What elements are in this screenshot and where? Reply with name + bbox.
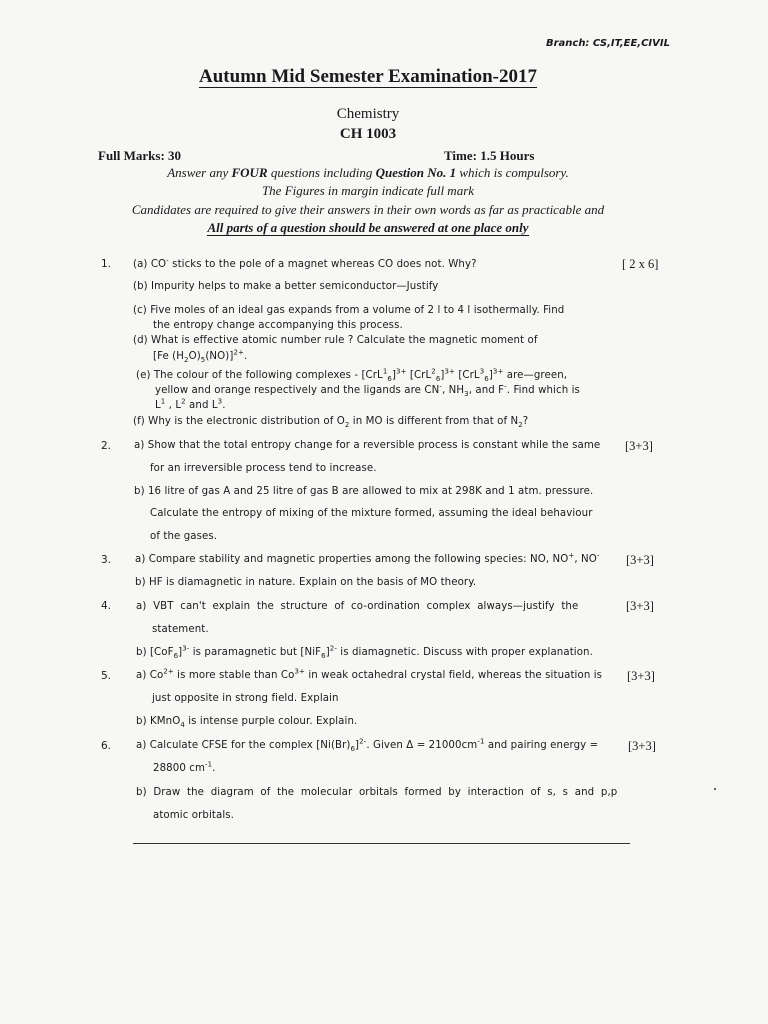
question-6-number: 6.: [101, 740, 112, 752]
exam-time: Time: 1.5 Hours: [444, 148, 535, 163]
question-3-marks: [3+3]: [626, 553, 654, 567]
instruction-line-4: All parts of a question should be answered at one place only: [207, 220, 529, 235]
q6-part-a-line-1: a) Calculate CFSE for the complex $[Ni(Br)_6]^{2-}$. Given $\Delta = 21000cm^{-1}$ and pairing energy =: [136, 737, 599, 754]
q2-part-b-line-1: b) 16 litre of gas A and 25 litre of gas B are allowed to mix at 298K and 1 atm. pressure.: [134, 486, 594, 497]
question-1-marks: [ 2 x 6]: [622, 257, 659, 271]
q2-part-b-line-3: of the gases.: [150, 531, 218, 542]
q5-part-a-line-2: just opposite in strong field. Explain: [152, 693, 339, 704]
instruction-line-3: Candidates are required to give their answers in their own words as far as practicable and: [131, 202, 605, 217]
question-2-marks: [3+3]: [625, 439, 653, 453]
q4-part-a-line-2: statement.: [152, 624, 209, 635]
q2-part-b-line-2: Calculate the entropy of mixing of the mixture formed, assuming the ideal behaviour: [150, 508, 593, 519]
question-4-marks: [3+3]: [626, 599, 654, 613]
instruction-line-1: Answer any FOUR questions including Question No. 1 which is compulsory.: [167, 165, 569, 180]
q6-part-a-line-2: 28800 $cm^{-1}$.: [153, 760, 216, 774]
q4-part-a-line-1: a) VBT can't explain the structure of co-ordination complex always—justify the: [136, 601, 579, 612]
q1-part-a: (a) CO- sticks to the pole of a magnet whereas CO does not. Why?: [133, 256, 477, 270]
question-2-number: 2.: [101, 440, 112, 452]
question-1-number: 1.: [101, 258, 112, 270]
q3-part-a: a) Compare stability and magnetic properties among the following species: NO, NO+, NO-: [135, 551, 600, 565]
q5-part-b: b) KMnO$_4$ is intense purple colour. Explain.: [136, 716, 358, 730]
q2-part-a-line-2: for an irreversible process tend to increase.: [150, 463, 377, 474]
q2-part-a-line-1: a) Show that the total entropy change for a reversible process is constant while the same: [134, 440, 601, 451]
q1-part-c-line-1: (c) Five moles of an ideal gas expands from a volume of 2 l to 4 l isothermally. Find: [133, 305, 565, 316]
end-rule: [133, 843, 630, 844]
q1-part-c-line-2: the entropy change accompanying this process.: [153, 320, 403, 331]
subject-name: Chemistry: [336, 106, 400, 122]
q6-part-b-line-1: b) Draw the diagram of the molecular orbitals formed by interaction of s, s and p,p: [136, 787, 618, 798]
q1-part-b: (b) Impurity helps to make a better semiconductor—Justify: [133, 281, 439, 292]
question-5-number: 5.: [101, 670, 112, 682]
question-4-number: 4.: [101, 600, 112, 612]
q1-part-e-line-2: yellow and orange respectively and the ligands are CN-, $NH_3$, and F-. Find which is: [155, 382, 580, 399]
question-5-marks: [3+3]: [627, 669, 655, 683]
q1-part-f: (f) Why is the electronic distribution of $O_2$ in MO is different from that of $N_2$?: [133, 416, 529, 430]
question-3-number: 3.: [101, 554, 112, 566]
course-code: CH 1003: [339, 126, 397, 142]
q1-part-e-line-1: (e) The colour of the following complexes - $[CrL^1_6]^{3+}$ $[CrL^2_6]^{3+}$ $[CrL^3_6]^{3+}$ are—green,: [136, 367, 568, 384]
scan-speck: [714, 788, 716, 790]
q6-part-b-line-2: atomic orbitals.: [153, 810, 234, 821]
full-marks: Full Marks: 30: [98, 148, 182, 163]
exam-title: Autumn Mid Semester Examination-2017: [199, 66, 537, 87]
instruction-line-2: The Figures in margin indicate full mark: [261, 183, 475, 198]
q1-part-e-line-3: $L^1$ , $L^2$ and $L^3$.: [155, 397, 226, 411]
q4-part-b: b) $[CoF_6]^{3-}$ is paramagnetic but $[NiF_6]^{2-}$ is diamagnetic. Discuss with proper explanation.: [136, 644, 593, 661]
question-6-marks: [3+3]: [628, 739, 656, 753]
q1-part-d-line-2: [Fe $(H_2O)_5(NO)]^{2+}$.: [153, 348, 248, 365]
q3-part-b: b) HF is diamagnetic in nature. Explain on the basis of MO theory.: [135, 577, 477, 588]
q5-part-a-line-1: a) $Co^{2+}$ is more stable than $Co^{3+}$ in weak octahedral crystal field, whereas the situation is: [136, 667, 603, 681]
q1-part-d-line-1: (d) What is effective atomic number rule ? Calculate the magnetic moment of: [133, 335, 538, 346]
branch-label: Branch: CS,IT,EE,CIVIL: [545, 38, 670, 49]
